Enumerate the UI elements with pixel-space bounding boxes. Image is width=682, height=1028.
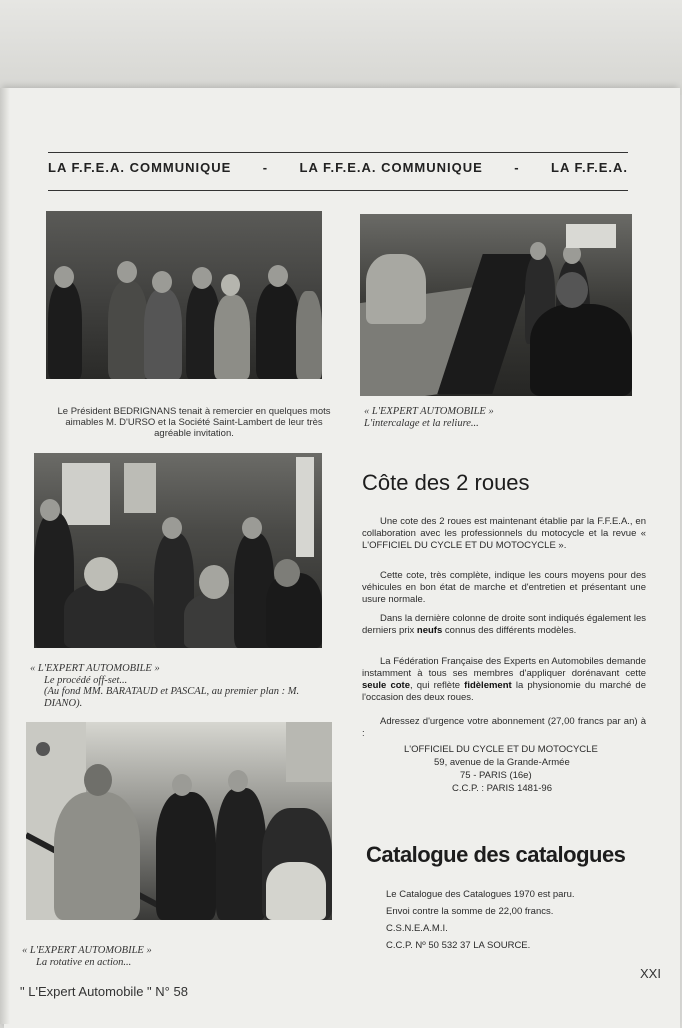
photo-rotary-press bbox=[26, 722, 332, 920]
cote-paragraph: Cette cote, très complète, indique les cours moyens pour des véhicules en bon état de marche et d'entretien et présentant une usure normale. bbox=[362, 570, 646, 605]
text-run-bold: seule cote bbox=[362, 680, 410, 691]
header-separator: - bbox=[514, 160, 520, 175]
header-segment: LA F.F.E.A. bbox=[551, 160, 628, 175]
cote-paragraph: Adressez d'urgence votre abonnement (27,00 francs par an) à : bbox=[362, 716, 646, 739]
catalogue-line: C.C.P. Nº 50 532 37 LA SOURCE. bbox=[386, 940, 531, 951]
address-line: 59, avenue de la Grande-Armée bbox=[434, 757, 570, 768]
cote-title: Côte des 2 roues bbox=[362, 470, 530, 495]
photo2-caption-line: « L'EXPERT AUTOMOBILE » bbox=[364, 406, 494, 417]
photo2-caption-line: L'intercalage et la reliure... bbox=[364, 417, 479, 429]
photo4-caption-line: La rotative en action... bbox=[36, 956, 132, 968]
text-run: , qui reflète bbox=[409, 680, 465, 691]
footer-publication: " L'Expert Automobile " N° 58 bbox=[20, 984, 188, 999]
page-spine-shadow bbox=[0, 88, 10, 1024]
page-number: XXI bbox=[640, 966, 661, 981]
photo-offset-press bbox=[34, 453, 322, 648]
photo3-caption-line: (Au fond MM. BARATAUD et PASCAL, au premier plan : M. DIANO). bbox=[44, 686, 300, 709]
header-rule-top bbox=[48, 152, 628, 153]
address-line: 75 - PARIS (16e) bbox=[460, 770, 532, 781]
subscription-address bbox=[404, 743, 644, 795]
header-rule-bottom bbox=[48, 190, 628, 191]
photo4-caption-line: « L'EXPERT AUTOMOBILE » bbox=[22, 945, 152, 956]
catalogue-line: Le Catalogue des Catalogues 1970 est paru. bbox=[386, 889, 575, 900]
text-run: la physionomie du marché de l'occasion des deux roues. bbox=[362, 680, 646, 703]
address-line: L'OFFICIEL DU CYCLE ET DU MOTOCYCLE bbox=[404, 744, 598, 755]
section-header bbox=[48, 160, 628, 175]
text-run: Dans la dernière colonne de droite sont indiqués également les derniers prix bbox=[362, 613, 646, 636]
header-segment: LA F.F.E.A. COMMUNIQUE bbox=[299, 160, 483, 175]
text-run: La Fédération Française des Experts en Automobiles demande instamment à tous ses membres d'appliquer dorénavant cette bbox=[362, 656, 646, 679]
header-segment: LA F.F.E.A. COMMUNIQUE bbox=[48, 160, 232, 175]
text-run: connus des différents modèles. bbox=[442, 625, 577, 636]
photo2-caption bbox=[364, 406, 624, 429]
photo3-caption-line: « L'EXPERT AUTOMOBILE » bbox=[30, 663, 160, 674]
cote-paragraph bbox=[362, 656, 646, 704]
catalogue-details bbox=[386, 886, 646, 954]
photo3-caption bbox=[30, 663, 330, 709]
text-run-bold: fidèlement bbox=[464, 680, 512, 691]
catalogue-title: Catalogue des catalogues bbox=[366, 842, 626, 867]
catalogue-line: Envoi contre la somme de 22,00 francs. bbox=[386, 906, 554, 917]
photo3-caption-line: Le procédé off-set... bbox=[44, 674, 128, 686]
photo-reception bbox=[46, 211, 322, 379]
cote-paragraph bbox=[362, 613, 646, 637]
cote-paragraph: Une cote des 2 roues est maintenant établie par la F.F.E.A., en collaboration avec les professionnels du motocycle et la revue « L'OFFICIEL DU CYCLE ET DU MOTOCYCLE ». bbox=[362, 516, 646, 551]
text-run-bold: neufs bbox=[416, 625, 443, 636]
photo4-caption bbox=[22, 945, 322, 968]
photo1-caption: Le Président BEDRIGNANS tenait à remercier en quelques mots aimables M. D'URSO et la Société Saint-Lambert de leur très agréable invitation. bbox=[57, 406, 331, 439]
address-line: C.C.P. : PARIS 1481-96 bbox=[452, 783, 552, 794]
photo-binding-line bbox=[360, 214, 632, 396]
catalogue-line: C.S.N.E.A.M.I. bbox=[386, 923, 448, 934]
header-separator: - bbox=[262, 160, 269, 175]
background-surface bbox=[0, 0, 682, 95]
